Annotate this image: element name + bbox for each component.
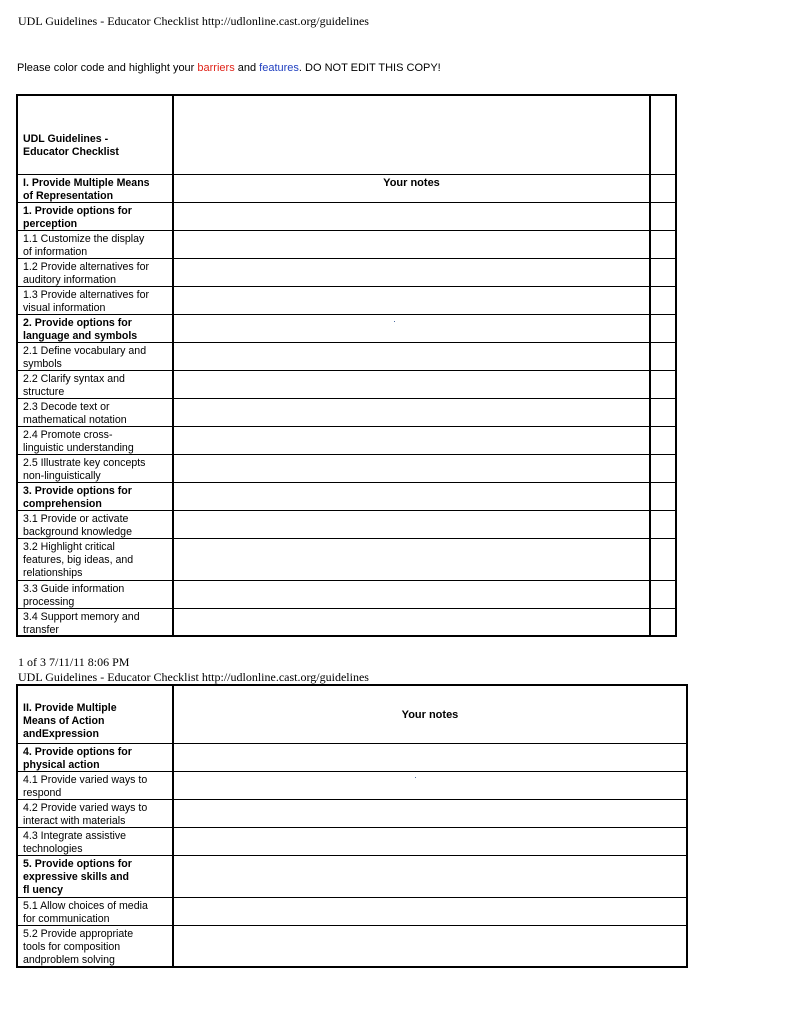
guideline-text-line: 3. Provide options for	[23, 485, 132, 497]
guideline-text-line: interact with materials	[23, 815, 126, 827]
guideline-text-line: I. Provide Multiple Means	[23, 177, 150, 189]
guideline-text-line: II. Provide Multiple	[23, 702, 117, 714]
guideline-cell	[18, 828, 174, 855]
notes-cell[interactable]	[174, 898, 686, 925]
guideline-cell	[18, 609, 174, 637]
guideline-text-line: andExpression	[23, 728, 99, 740]
guideline-cell	[18, 371, 174, 398]
guideline-text-line: 1. Provide options for	[23, 205, 132, 217]
notes-cell[interactable]	[174, 455, 649, 482]
notes-cell[interactable]	[174, 399, 649, 426]
guideline-text-line: andproblem solving	[23, 954, 115, 966]
barriers-label: barriers	[197, 62, 235, 74]
notes-cell[interactable]	[174, 287, 649, 314]
guideline-text-line: background knowledge	[23, 526, 132, 538]
checkbox-cell[interactable]	[649, 539, 675, 580]
guideline-text-line: 2.4 Promote cross-	[23, 429, 113, 441]
guideline-text-line: UDL Guidelines -	[23, 133, 109, 145]
checkbox-cell[interactable]	[649, 203, 675, 230]
table-row	[18, 581, 675, 609]
guideline-text-line: 2.3 Decode text or	[23, 401, 110, 413]
notes-cell[interactable]	[174, 96, 649, 174]
guideline-text-line: processing	[23, 596, 75, 608]
checklist-table-representation	[16, 94, 677, 637]
section-header-row	[18, 175, 675, 203]
guideline-text-line: Educator Checklist	[23, 146, 119, 158]
notes-cell[interactable]	[174, 609, 649, 637]
guideline-text-line: 1.2 Provide alternatives for	[23, 261, 150, 273]
table-row	[18, 483, 675, 511]
notes-column-header: Your notes	[401, 709, 459, 721]
table-row	[18, 926, 686, 968]
guideline-text-line: non-linguistically	[23, 470, 101, 482]
notes-cell[interactable]	[174, 581, 649, 608]
table-row	[18, 315, 675, 343]
guideline-cell	[18, 96, 174, 174]
table-row	[18, 203, 675, 231]
checkbox-cell[interactable]	[649, 343, 675, 370]
guideline-text-line: 4. Provide options for	[23, 746, 132, 758]
guideline-cell	[18, 231, 174, 258]
guideline-cell	[18, 539, 174, 580]
guideline-text-line: technologies	[23, 843, 83, 855]
guideline-text-line: linguistic understanding	[23, 442, 134, 454]
guideline-cell	[18, 343, 174, 370]
table-row	[18, 259, 675, 287]
guideline-cell	[18, 926, 174, 968]
checkbox-cell[interactable]	[649, 399, 675, 426]
notes-cell[interactable]	[174, 427, 649, 454]
notes-cell[interactable]	[174, 315, 649, 342]
guideline-text-line: 1.1 Customize the display	[23, 233, 145, 245]
guideline-cell	[18, 455, 174, 482]
notes-cell[interactable]	[174, 686, 686, 743]
table-row	[18, 455, 675, 483]
guideline-text-line: physical action	[23, 759, 100, 771]
checkbox-cell[interactable]	[649, 259, 675, 286]
guideline-cell	[18, 399, 174, 426]
guideline-cell	[18, 511, 174, 538]
guideline-cell	[18, 259, 174, 286]
guideline-text-line: comprehension	[23, 498, 102, 510]
guideline-text-line: structure	[23, 386, 65, 398]
notes-cell[interactable]	[174, 259, 649, 286]
page-header: UDL Guidelines - Educator Checklist http://udlonline.cast.org/guidelines	[18, 14, 369, 28]
guideline-text-line: 1.3 Provide alternatives for	[23, 289, 150, 301]
stray-mark	[415, 777, 416, 778]
checkbox-cell[interactable]	[649, 96, 675, 174]
guideline-text-line: 2.5 Illustrate key concepts	[23, 457, 146, 469]
checkbox-cell[interactable]	[649, 371, 675, 398]
guideline-text-line: of Representation	[23, 190, 114, 202]
table-row	[18, 898, 686, 926]
checkbox-cell[interactable]	[649, 609, 675, 637]
checkbox-cell[interactable]	[649, 287, 675, 314]
notes-cell[interactable]	[174, 231, 649, 258]
guideline-text-line: 4.1 Provide varied ways to	[23, 774, 148, 786]
notes-cell[interactable]	[174, 856, 686, 897]
guideline-text-line: perception	[23, 218, 78, 230]
guideline-text-line: expressive skills and	[23, 871, 130, 883]
checkbox-cell[interactable]	[649, 231, 675, 258]
features-label: features	[259, 62, 299, 74]
checkbox-cell[interactable]	[649, 483, 675, 510]
table-row	[18, 287, 675, 315]
checklist-table-action-expression	[16, 684, 688, 968]
guideline-text-line: language and symbols	[23, 330, 138, 342]
guideline-text-line: visual information	[23, 302, 106, 314]
table-row	[18, 609, 675, 637]
guideline-text-line: 3.1 Provide or activate	[23, 513, 129, 525]
guideline-cell	[18, 203, 174, 230]
notes-cell[interactable]	[174, 772, 686, 799]
notes-cell[interactable]	[174, 539, 649, 580]
table-row	[18, 371, 675, 399]
guideline-text-line: mathematical notation	[23, 414, 127, 426]
guideline-text-line: 3.2 Highlight critical	[23, 541, 115, 553]
guideline-cell	[18, 898, 174, 925]
guideline-cell	[18, 287, 174, 314]
guideline-cell	[18, 581, 174, 608]
guideline-cell	[18, 772, 174, 799]
guideline-text-line: 2.1 Define vocabulary and	[23, 345, 147, 357]
guideline-text-line: 5.2 Provide appropriate	[23, 928, 134, 940]
guideline-text-line: for communication	[23, 913, 110, 925]
guideline-text-line: 2.2 Clarify syntax and	[23, 373, 125, 385]
guideline-cell	[18, 856, 174, 897]
section-header-row	[18, 686, 686, 744]
notes-cell[interactable]	[174, 800, 686, 827]
guideline-text-line: features, big ideas, and	[23, 554, 134, 566]
notes-cell[interactable]	[174, 343, 649, 370]
guideline-text-line: 5.1 Allow choices of media	[23, 900, 148, 912]
checkbox-cell[interactable]	[649, 175, 675, 202]
table-title-row	[18, 96, 675, 175]
guideline-cell	[18, 175, 174, 202]
notes-cell[interactable]	[174, 926, 686, 968]
checkbox-cell[interactable]	[649, 581, 675, 608]
instruction-text	[17, 62, 441, 74]
page-header-2: UDL Guidelines - Educator Checklist http://udlonline.cast.org/guidelines	[18, 670, 369, 684]
notes-cell[interactable]	[174, 483, 649, 510]
table-row	[18, 427, 675, 455]
guideline-cell	[18, 483, 174, 510]
guideline-text-line: fl uency	[23, 884, 64, 896]
notes-cell[interactable]	[174, 371, 649, 398]
table-row	[18, 511, 675, 539]
instruction-prefix: Please color code and highlight your	[17, 62, 198, 74]
table-row	[18, 800, 686, 828]
guideline-text-line: 3.4 Support memory and	[23, 611, 140, 623]
guideline-text-line: tools for composition	[23, 941, 121, 953]
guideline-text-line: 4.2 Provide varied ways to	[23, 802, 148, 814]
guideline-text-line: 3.3 Guide information	[23, 583, 125, 595]
guideline-cell	[18, 800, 174, 827]
table-row	[18, 856, 686, 898]
guideline-text-line: of information	[23, 246, 88, 258]
guideline-cell	[18, 686, 174, 743]
stray-mark	[394, 321, 395, 322]
table-row	[18, 231, 675, 259]
checkbox-cell[interactable]	[649, 455, 675, 482]
instruction-middle: and	[234, 62, 260, 74]
guideline-text-line: transfer	[23, 624, 59, 636]
table-row	[18, 539, 675, 581]
guideline-text-line: respond	[23, 787, 62, 799]
table-row	[18, 343, 675, 371]
notes-cell[interactable]	[174, 175, 649, 202]
notes-cell[interactable]	[174, 828, 686, 855]
guideline-text-line: 4.3 Integrate assistive	[23, 830, 127, 842]
guideline-cell	[18, 427, 174, 454]
table-row	[18, 744, 686, 772]
guideline-cell	[18, 315, 174, 342]
guideline-text-line: 5. Provide options for	[23, 858, 132, 870]
notes-cell[interactable]	[174, 511, 649, 538]
guideline-text-line: symbols	[23, 358, 62, 370]
guideline-text-line: 2. Provide options for	[23, 317, 132, 329]
page-footer: 1 of 3 7/11/11 8:06 PM	[18, 655, 130, 669]
checkbox-cell[interactable]	[649, 511, 675, 538]
notes-cell[interactable]	[174, 744, 686, 771]
instruction-suffix: . DO NOT EDIT THIS COPY!	[298, 62, 441, 74]
guideline-text-line: Means of Action	[23, 715, 105, 727]
notes-cell[interactable]	[174, 203, 649, 230]
table-row	[18, 772, 686, 800]
checkbox-cell[interactable]	[649, 315, 675, 342]
table-row	[18, 828, 686, 856]
guideline-cell	[18, 744, 174, 771]
table-row	[18, 399, 675, 427]
notes-column-header: Your notes	[383, 177, 440, 189]
checkbox-cell[interactable]	[649, 427, 675, 454]
guideline-text-line: relationships	[23, 567, 83, 579]
guideline-text-line: auditory information	[23, 274, 117, 286]
